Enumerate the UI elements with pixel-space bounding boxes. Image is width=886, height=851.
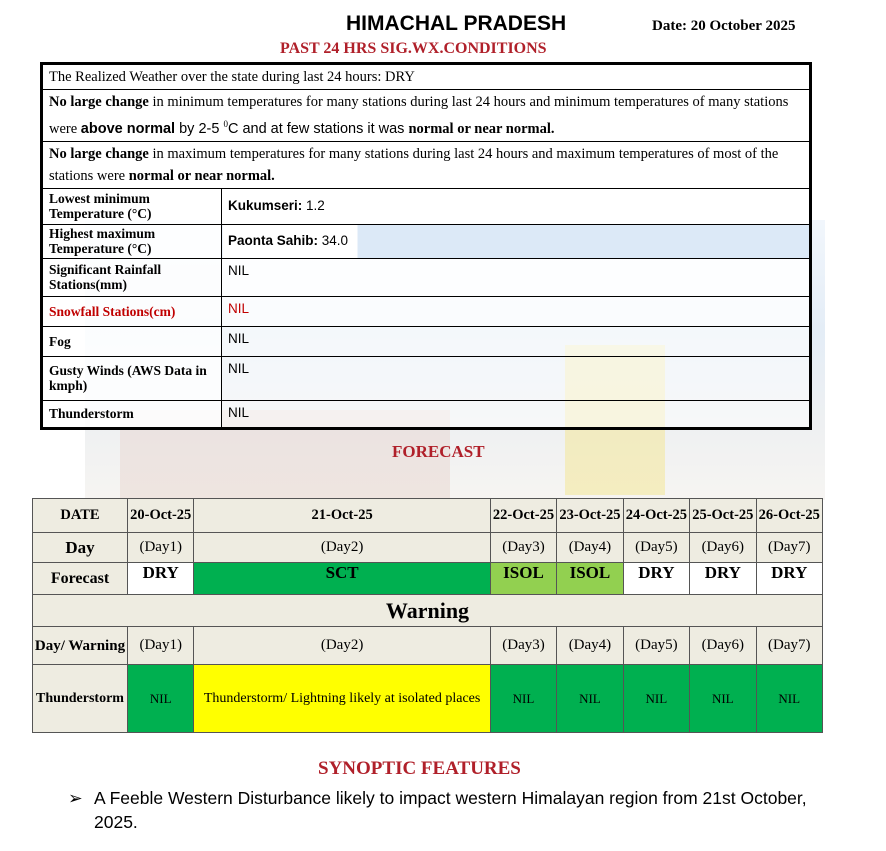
date-label: DATE — [33, 499, 128, 533]
past-conditions-table — [40, 62, 812, 430]
bold-text: No large change — [49, 145, 149, 162]
row-value: NIL — [222, 296, 811, 326]
row-label: Gusty Winds (AWS Data in kmph) — [42, 356, 222, 400]
row-value — [222, 188, 811, 224]
warning-day-cell: (Day3) — [490, 627, 556, 665]
warning-day-cell: (Day7) — [756, 627, 822, 665]
page-title: HIMACHAL PRADESH — [346, 12, 567, 35]
forecast-label: Forecast — [33, 563, 128, 595]
text: in maximum temperatures for many stations during last 24 hours and maximum temperatures of most of the stations were — [49, 145, 779, 184]
thunderstorm-warning-cell: NIL — [490, 665, 556, 733]
forecast-table — [32, 498, 823, 733]
day-cell: (Day5) — [623, 533, 689, 563]
date-cell: 20-Oct-25 — [128, 499, 194, 533]
realized-weather: The Realized Weather over the state during last 24 hours: DRY — [42, 64, 811, 90]
row-label: Fog — [42, 326, 222, 356]
text: by 2-5 — [175, 120, 224, 137]
forecast-title: FORECAST — [392, 442, 485, 461]
row-label: Highest maximum Temperature (°C) — [42, 224, 222, 258]
thunderstorm-warning-cell: Thunderstorm/ Lightning likely at isolated places — [194, 665, 490, 733]
degree-sup: 0 — [223, 119, 228, 129]
day-warning-label: Day/ Warning — [33, 627, 128, 665]
thunderstorm-warning-cell: NIL — [756, 665, 822, 733]
forecast-cell: DRY — [128, 563, 194, 595]
synoptic-text: A Feeble Western Disturbance likely to impact western Himalayan region from 21st October, 2025. — [94, 788, 807, 832]
arrow-bullet-icon: ➢ — [68, 788, 83, 808]
date-cell: 25-Oct-25 — [690, 499, 756, 533]
date-cell: 22-Oct-25 — [490, 499, 556, 533]
thunderstorm-label: Thunderstorm — [33, 665, 128, 733]
forecast-cell: DRY — [623, 563, 689, 595]
bold-text: normal or near normal. — [408, 120, 555, 137]
day-cell: (Day1) — [128, 533, 194, 563]
day-label: Day — [33, 533, 128, 563]
day-cell: (Day7) — [756, 533, 822, 563]
text: C and at few stations it was — [227, 120, 409, 137]
day-cell: (Day3) — [490, 533, 556, 563]
report-date: Date: 20 October 2025 — [652, 18, 796, 34]
bold-text: No large change — [49, 94, 149, 110]
day-cell: (Day6) — [690, 533, 756, 563]
thunderstorm-warning-cell: NIL — [690, 665, 756, 733]
warning-day-cell: (Day6) — [690, 627, 756, 665]
synoptic-title: SYNOPTIC FEATURES — [318, 758, 521, 779]
warning-day-cell: (Day1) — [128, 627, 194, 665]
bold-text: normal or near normal. — [128, 167, 275, 184]
row-label: Thunderstorm — [42, 400, 222, 428]
station: Kukumseri: — [228, 198, 303, 214]
forecast-cell: DRY — [756, 563, 822, 595]
row-label: Significant Rainfall Stations(mm) — [42, 258, 222, 296]
day-cell: (Day2) — [194, 533, 490, 563]
max-temp-summary — [42, 141, 811, 188]
day-cell: (Day4) — [557, 533, 623, 563]
forecast-cell: ISOL — [490, 563, 556, 595]
row-value: NIL — [222, 258, 811, 296]
text: in minimum temperatures for many stations during last 24 hours and minimum temperatures of many stations were — [49, 94, 789, 137]
row-value: NIL — [222, 400, 811, 428]
row-label: Snowfall Stations(cm) — [42, 296, 222, 326]
date-cell: 26-Oct-25 — [756, 499, 822, 533]
date-cell: 21-Oct-25 — [194, 499, 490, 533]
value: 34.0 — [318, 233, 349, 249]
synoptic-item — [68, 786, 828, 834]
section-title-past: PAST 24 HRS SIG.WX.CONDITIONS — [280, 40, 547, 57]
station: Paonta Sahib: — [228, 233, 319, 249]
thunderstorm-warning-cell: NIL — [128, 665, 194, 733]
warning-day-cell: (Day5) — [623, 627, 689, 665]
warning-day-cell: (Day2) — [194, 627, 490, 665]
warning-day-cell: (Day4) — [557, 627, 623, 665]
bold-text: above normal — [80, 120, 176, 137]
forecast-cell: ISOL — [557, 563, 623, 595]
thunderstorm-warning-cell: NIL — [557, 665, 623, 733]
row-value — [222, 224, 811, 258]
value: 1.2 — [302, 198, 325, 214]
row-label: Lowest minimum Temperature (°C) — [42, 188, 222, 224]
date-cell: 24-Oct-25 — [623, 499, 689, 533]
forecast-cell: SCT — [194, 563, 490, 595]
row-value: NIL — [222, 356, 811, 400]
row-value: NIL — [222, 326, 811, 356]
thunderstorm-warning-cell: NIL — [623, 665, 689, 733]
forecast-cell: DRY — [690, 563, 756, 595]
date-cell: 23-Oct-25 — [557, 499, 623, 533]
warning-title: Warning — [33, 595, 823, 627]
min-temp-summary — [42, 90, 811, 142]
